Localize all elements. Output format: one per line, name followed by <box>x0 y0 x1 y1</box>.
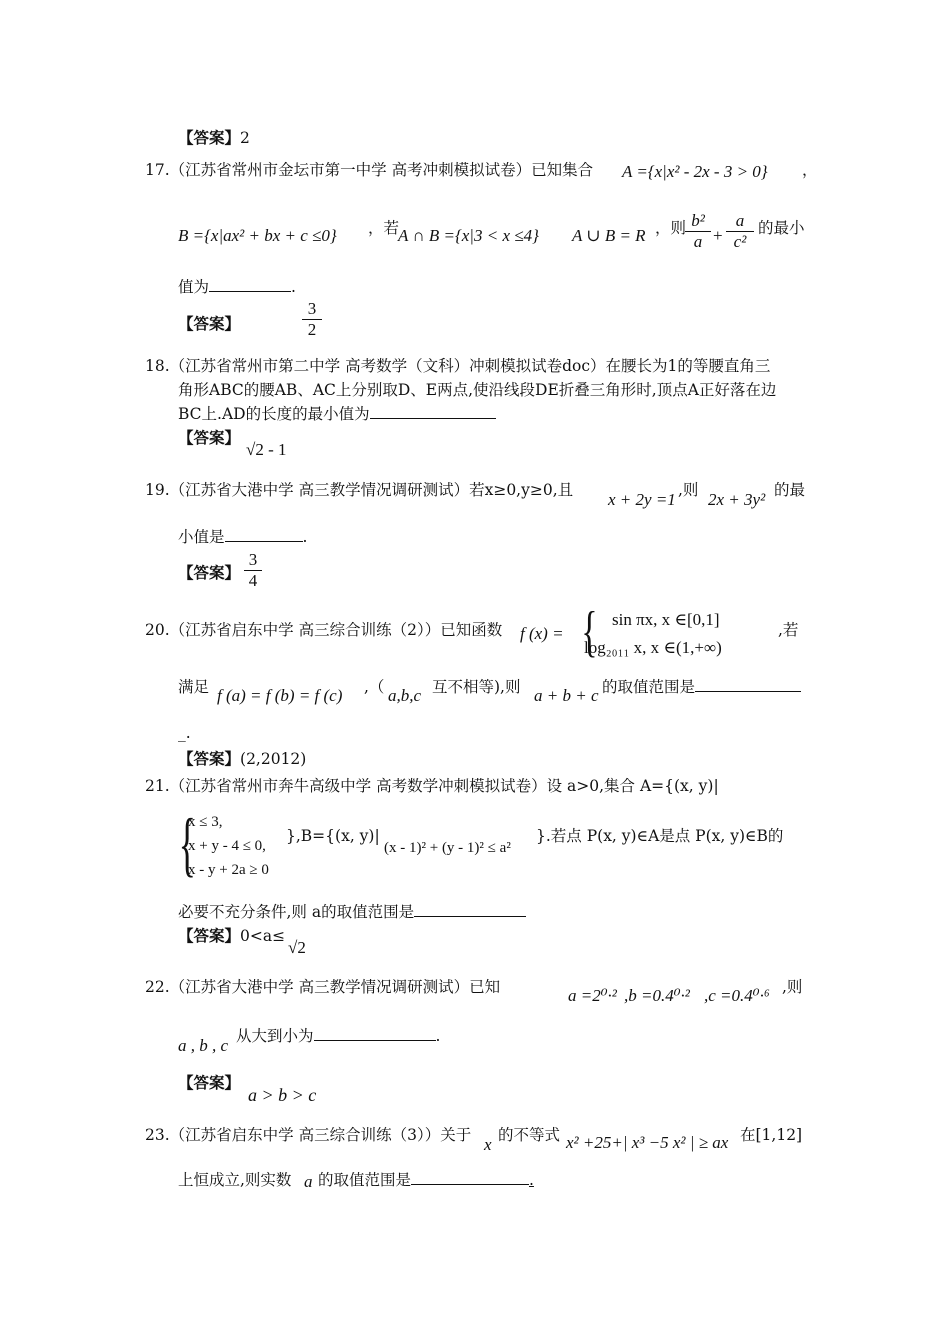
q22-abc: a , b , c <box>178 1036 229 1055</box>
q20-answer: (2,2012) <box>240 750 307 768</box>
q22-answer-label: 【答案】 <box>178 1073 241 1092</box>
q22-b: ,b =0.4⁰·² <box>624 986 690 1005</box>
q17-tail: 的最小 <box>758 219 805 237</box>
q23-range: 的取值范围是 . <box>318 1171 534 1189</box>
q23-num: 23. <box>145 1126 170 1144</box>
q20-tail: ,若 <box>778 621 799 639</box>
q21-tail: }.若点 P(x, y)∈A是点 P(x, y)∈B的 <box>536 827 784 845</box>
q17-then: ，则 <box>655 219 687 237</box>
q18-answer-line <box>178 428 240 448</box>
q22-c: ,c =0.4⁰·⁶ <box>704 986 770 1005</box>
q20-line3: _. <box>178 724 191 742</box>
q19-tail: 的最 <box>774 481 806 499</box>
q20-answer-line: 【答案】(2,2012) <box>178 749 307 768</box>
q20-line2-start: 满足 <box>178 678 210 696</box>
q21-brace: { <box>178 804 196 884</box>
q19-line1: 19.（江苏省大港中学 高三教学情况调研测试）若x≥0,y≥0,且 <box>145 481 574 499</box>
q20-range: 的取值范围是 <box>602 677 801 697</box>
q21-setB: },B={(x, y)| <box>286 827 380 845</box>
q20-line1: 20.（江苏省启东中学 高三综合训练（2））已知函数 <box>145 621 503 639</box>
q17-setA: A ={x|x² - 2x - 3 > 0} <box>622 162 768 181</box>
q23-line2: 上恒成立,则实数 <box>178 1171 292 1189</box>
q20-case1: sin πx, x ∈[0,1] <box>612 610 720 629</box>
q17-num: 17. <box>145 161 170 179</box>
q18-blank <box>370 404 496 419</box>
q20-equation: f (a) = f (b) = f (c) <box>217 686 343 705</box>
q20-distinct: 互不相等),则 <box>432 678 521 696</box>
q20-num: 20. <box>145 621 170 639</box>
q17-union: A ∪ B = R <box>572 226 646 245</box>
q20-brace: { <box>581 601 598 663</box>
q22-tail: ,则 <box>782 978 803 996</box>
q21-line3: 必要不充分条件,则 a的取值范围是 <box>178 902 526 922</box>
q21-answer-sqrt: √2 <box>288 938 306 957</box>
q19-answer-fraction: 3 4 <box>244 551 262 590</box>
q22-line2: 从大到小为 . <box>236 1027 441 1045</box>
q23-ineq: 的不等式 <box>498 1126 561 1144</box>
q18-line3: BC上.AD的长度的最小值为 <box>178 404 496 424</box>
q19-blank <box>225 527 303 542</box>
q17-answer-fraction: 3 2 <box>302 300 322 339</box>
q22-line1: 22.（江苏省大港中学 高三教学情况调研测试）已知 <box>145 978 501 996</box>
q19-num: 19. <box>145 481 170 499</box>
q22-num: 22. <box>145 978 170 996</box>
q21-system-1: x ≤ 3, <box>188 814 223 830</box>
q17-line1 <box>145 160 593 180</box>
q19-then: ,则 <box>678 481 699 499</box>
q23-blank <box>411 1170 529 1185</box>
q23-line1: 23.（江苏省启东中学 高三综合训练（3））关于 <box>145 1126 472 1144</box>
q21-circle: (x - 1)² + (y - 1)² ≤ a² <box>384 840 511 856</box>
q19-line2: 小值是 . <box>178 528 308 546</box>
q17-intersect: A ∩ B ={x|3 < x ≤4} <box>398 226 539 245</box>
q21-answer: 0<a≤ <box>240 927 286 945</box>
q20-sum: a + b + c <box>534 686 599 705</box>
q18-num: 18. <box>145 357 170 375</box>
q17-source: （江苏省常州市金坛市第一中学 高考冲刺模拟试卷）已知集合 <box>169 161 594 179</box>
q23-expression: x² +25+| x³ −5 x² | ≥ ax <box>566 1133 729 1152</box>
q22-blank <box>314 1026 436 1041</box>
answer-label: 【答案】 <box>178 128 241 147</box>
q16-answer: 2 <box>240 129 250 147</box>
q20-paren: ,（ <box>364 678 385 696</box>
q17-comma: ， <box>802 161 818 179</box>
q21-line1: 21.（江苏省常州市奔牛高级中学 高考数学冲刺模拟试卷）设 a>0,集合 A={(x, y)| <box>145 777 719 795</box>
q17-if: ，若 <box>368 219 400 237</box>
q21-num: 21. <box>145 777 170 795</box>
q17-fraction-1: b² a <box>685 212 711 251</box>
q23-tail: 在[1,12] <box>740 1126 803 1144</box>
q21-blank <box>414 902 526 917</box>
answer-label: 【答案】 <box>178 428 241 447</box>
q20-abc: a,b,c <box>388 686 422 705</box>
q20-blank <box>695 677 801 692</box>
q17-blank <box>209 277 291 292</box>
q16-answer-line <box>178 128 250 148</box>
q17-plus: + <box>713 226 723 245</box>
q17-fraction-2: a c² <box>726 212 754 251</box>
q18-line1: 18.（江苏省常州市第二中学 高考数学（文科）冲刺模拟试卷doc）在腰长为1的等腰直角三 <box>145 357 771 375</box>
q19-condition: x + 2y =1 <box>608 490 676 509</box>
q19-expression: 2x + 3y² <box>708 490 766 509</box>
q22-answer: a > b > c <box>248 1085 317 1105</box>
q21-answer-line: 【答案】0<a≤ <box>178 926 286 945</box>
q22-a: a =2⁰·² <box>568 986 617 1005</box>
q23-x: x <box>484 1135 492 1154</box>
q17-line3: 值为 . <box>178 278 296 296</box>
q20-fx: f (x) = <box>520 624 564 643</box>
q21-system-2: x + y - 4 ≤ 0, <box>188 838 266 854</box>
q21-system-3: x - y + 2a ≥ 0 <box>188 862 269 878</box>
q17-answer-label: 【答案】 <box>178 314 241 333</box>
q18-answer: √2 - 1 <box>246 440 287 459</box>
q20-case2: log₂₀₁₁ x, x ∈(1,+∞) <box>584 638 722 657</box>
q23-a: a <box>304 1172 313 1191</box>
q17-setB: B ={x|ax² + bx + c ≤0} <box>178 226 337 245</box>
q18-line2: 角形ABC的腰AB、AC上分别取D、E两点,使沿线段DE折叠三角形时,顶点A正好落在边 <box>178 381 777 399</box>
q19-answer-label: 【答案】 <box>178 563 241 582</box>
